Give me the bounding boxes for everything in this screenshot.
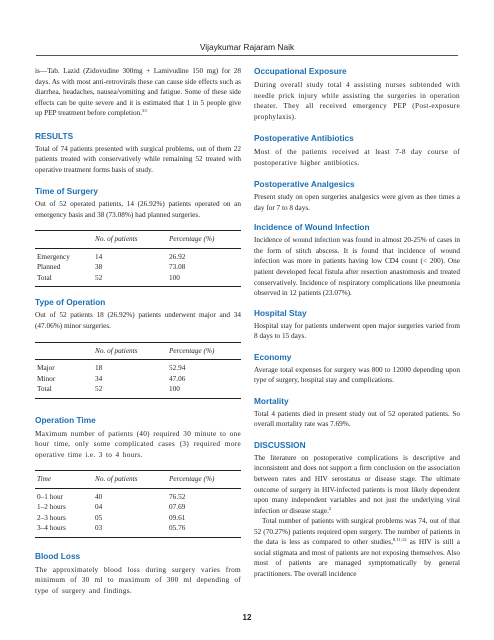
table-row: Total 52 100 [35,273,241,287]
intro-paragraph: is—Tab. Lazid (Zidovudine 300mg + Lamivudine 150 mg) for 28 days. As with most anti-retrovirals these can cause side effects such as diarrhea, headaches, nausea/vomiting and fatigue. Some of these side effects can be quite severe and it is estimated that 1 in 5 people give up PEP treatment before completion.$^{33}$ [35,67,241,118]
running-header: Vijaykumar Rajaram Naik [199,42,295,52]
type-of-operation-paragraph: Out of 52 patients 18 (26.92%) patients underwent major and 34 (47.06%) minor surgeries. [35,311,241,331]
mortality-paragraph: Total 4 patients died in present study out of 52 operated patients. So overall mortality rate was 7.69%. [254,409,460,429]
table-header: No. of patients [95,471,169,489]
table-type-of-operation [35,342,241,399]
table-time-of-surgery [35,230,241,287]
occupational-exposure-heading: Occupational Exposure [254,66,347,76]
economy-paragraph: Average total expenses for surgery was 800 to 12000 depending upon type of surgery, hospital stay and complications. [254,365,460,385]
table-row: 3–4 hours 03 05.76 [35,523,241,537]
table-row: 0–1 hour 40 76.52 [37,492,186,501]
economy-heading: Economy [254,351,292,362]
table-row: Planned 38 73.08 [37,263,186,272]
citation: 2 [328,505,332,511]
table-header: Percentage (%) [169,471,241,489]
operation-time-paragraph: Maximum number of patients (40) required 30 minute to one hour time, only some complicated cases (3) required more operative time i.e. 3 to 4 hours. [35,429,241,459]
table-row: Major 18 52.94 [37,364,186,373]
discussion-paragraph-1: The literature on postoperative complications is descriptive and inconsistent and does not support a firm conclusion on the association between rates and HIV serostatus or disease stage. The ultimate outcome of surgery in HIV-infected patients is most likely dependent upon many independent variables and not just the underlying viral infection or disease stage.$^2$ [254,453,460,515]
right-column [254,66,460,580]
occupational-exposure-paragraph: During overall study total 4 assisting nurses subtended with needle prick injury while assisting the surgeries in operation theater. They all received emergency PEP (Post-exposure prophylaxis). [254,81,460,121]
table-header: No. of patients [95,342,169,360]
table-header: No. of patients [95,231,169,249]
citation: 33 [142,108,147,114]
table-header [35,342,95,360]
page-number: 12 [242,613,252,622]
wound-infection-heading: Incidence of Wound Infection [254,222,370,233]
table-row: Total 52 100 [35,384,241,398]
table-row: 2–3 hours 05 09.61 [37,513,186,522]
header-rule [36,55,458,56]
postoperative-antibiotics-paragraph: Most of the patients received at least 7-8 day course of postoperative higher antibiotics. [254,148,460,167]
time-of-surgery-paragraph: Out of 52 operated patients, 14 (26.92%) patients operated on an emergency basis and 38 (73.08%) had planned surgeries. [35,200,241,219]
discussion-paragraph-2: Total number of patients with surgical problems was 74, out of that 52 (70.27%) patients required open surgery. The number of patients in the data is less as compared to other studies,$^{8,11,12}$ as HIV is still a social stigmata and most of patients are not exposing themselves. Also most of patients are managed symptomatically by general practitioners. The overall incidence [254,517,460,578]
wound-infection-paragraph: Incidence of wound infection was found in almost 20-25% of cases in the form of stitch abscess. It is found that incidence of wound infection was more in patients having low CD4 count (< 200). One patient developed fecal fistula after resection anastomosis and treated conservatively. Incidence of respiratory complications like pneumonia observed in 12 patients (23.07%). [254,236,460,298]
results-heading: RESULTS [35,130,74,141]
postoperative-analgesics-paragraph: Present study on open surgeries analgesics were given as thee times a day for 7 to 8 days. [254,193,460,212]
left-column [35,66,241,596]
table-header: Percentage (%) [169,342,241,360]
table-row: Emergency 14 26.92 [37,252,186,261]
blood-loss-heading: Blood Loss [35,550,81,561]
type-of-operation-heading: Type of Operation [35,297,106,308]
operation-time-heading: Operation Time [35,414,96,425]
table-header: Percentage (%) [169,231,241,249]
table-operation-time [35,470,241,538]
blood-loss-paragraph: The approximately blood loss during surgery varies from minimum of 30 ml to maximum of 300 ml depending of type of surgery and findings. [35,565,241,595]
results-paragraph: Total of 74 patients presented with surgical problems, out of them 22 patients treated with conservatively while remaining 52 treated with operative treatment forms basis of study. [35,144,241,174]
citation: 8,11,12 [392,537,407,543]
table-row: Minor 34 47.06 [37,374,186,383]
hospital-stay-paragraph: Hospital stay for patients underwent open major surgeries varied from 8 days to 15 days. [254,321,460,341]
hospital-stay-heading: Hospital Stay [254,307,307,318]
time-of-surgery-heading: Time of Surgery [35,186,99,197]
table-header: Time [35,471,95,489]
mortality-heading: Mortality [254,395,289,406]
postoperative-analgesics-heading: Postoperative Analgesics [254,179,355,190]
postoperative-antibiotics-heading: Postoperative Antibiotics [254,133,354,144]
discussion-heading: DISCUSSION [254,439,306,450]
table-row: 1–2 hours 04 07.69 [37,503,186,512]
table-header [35,231,95,249]
